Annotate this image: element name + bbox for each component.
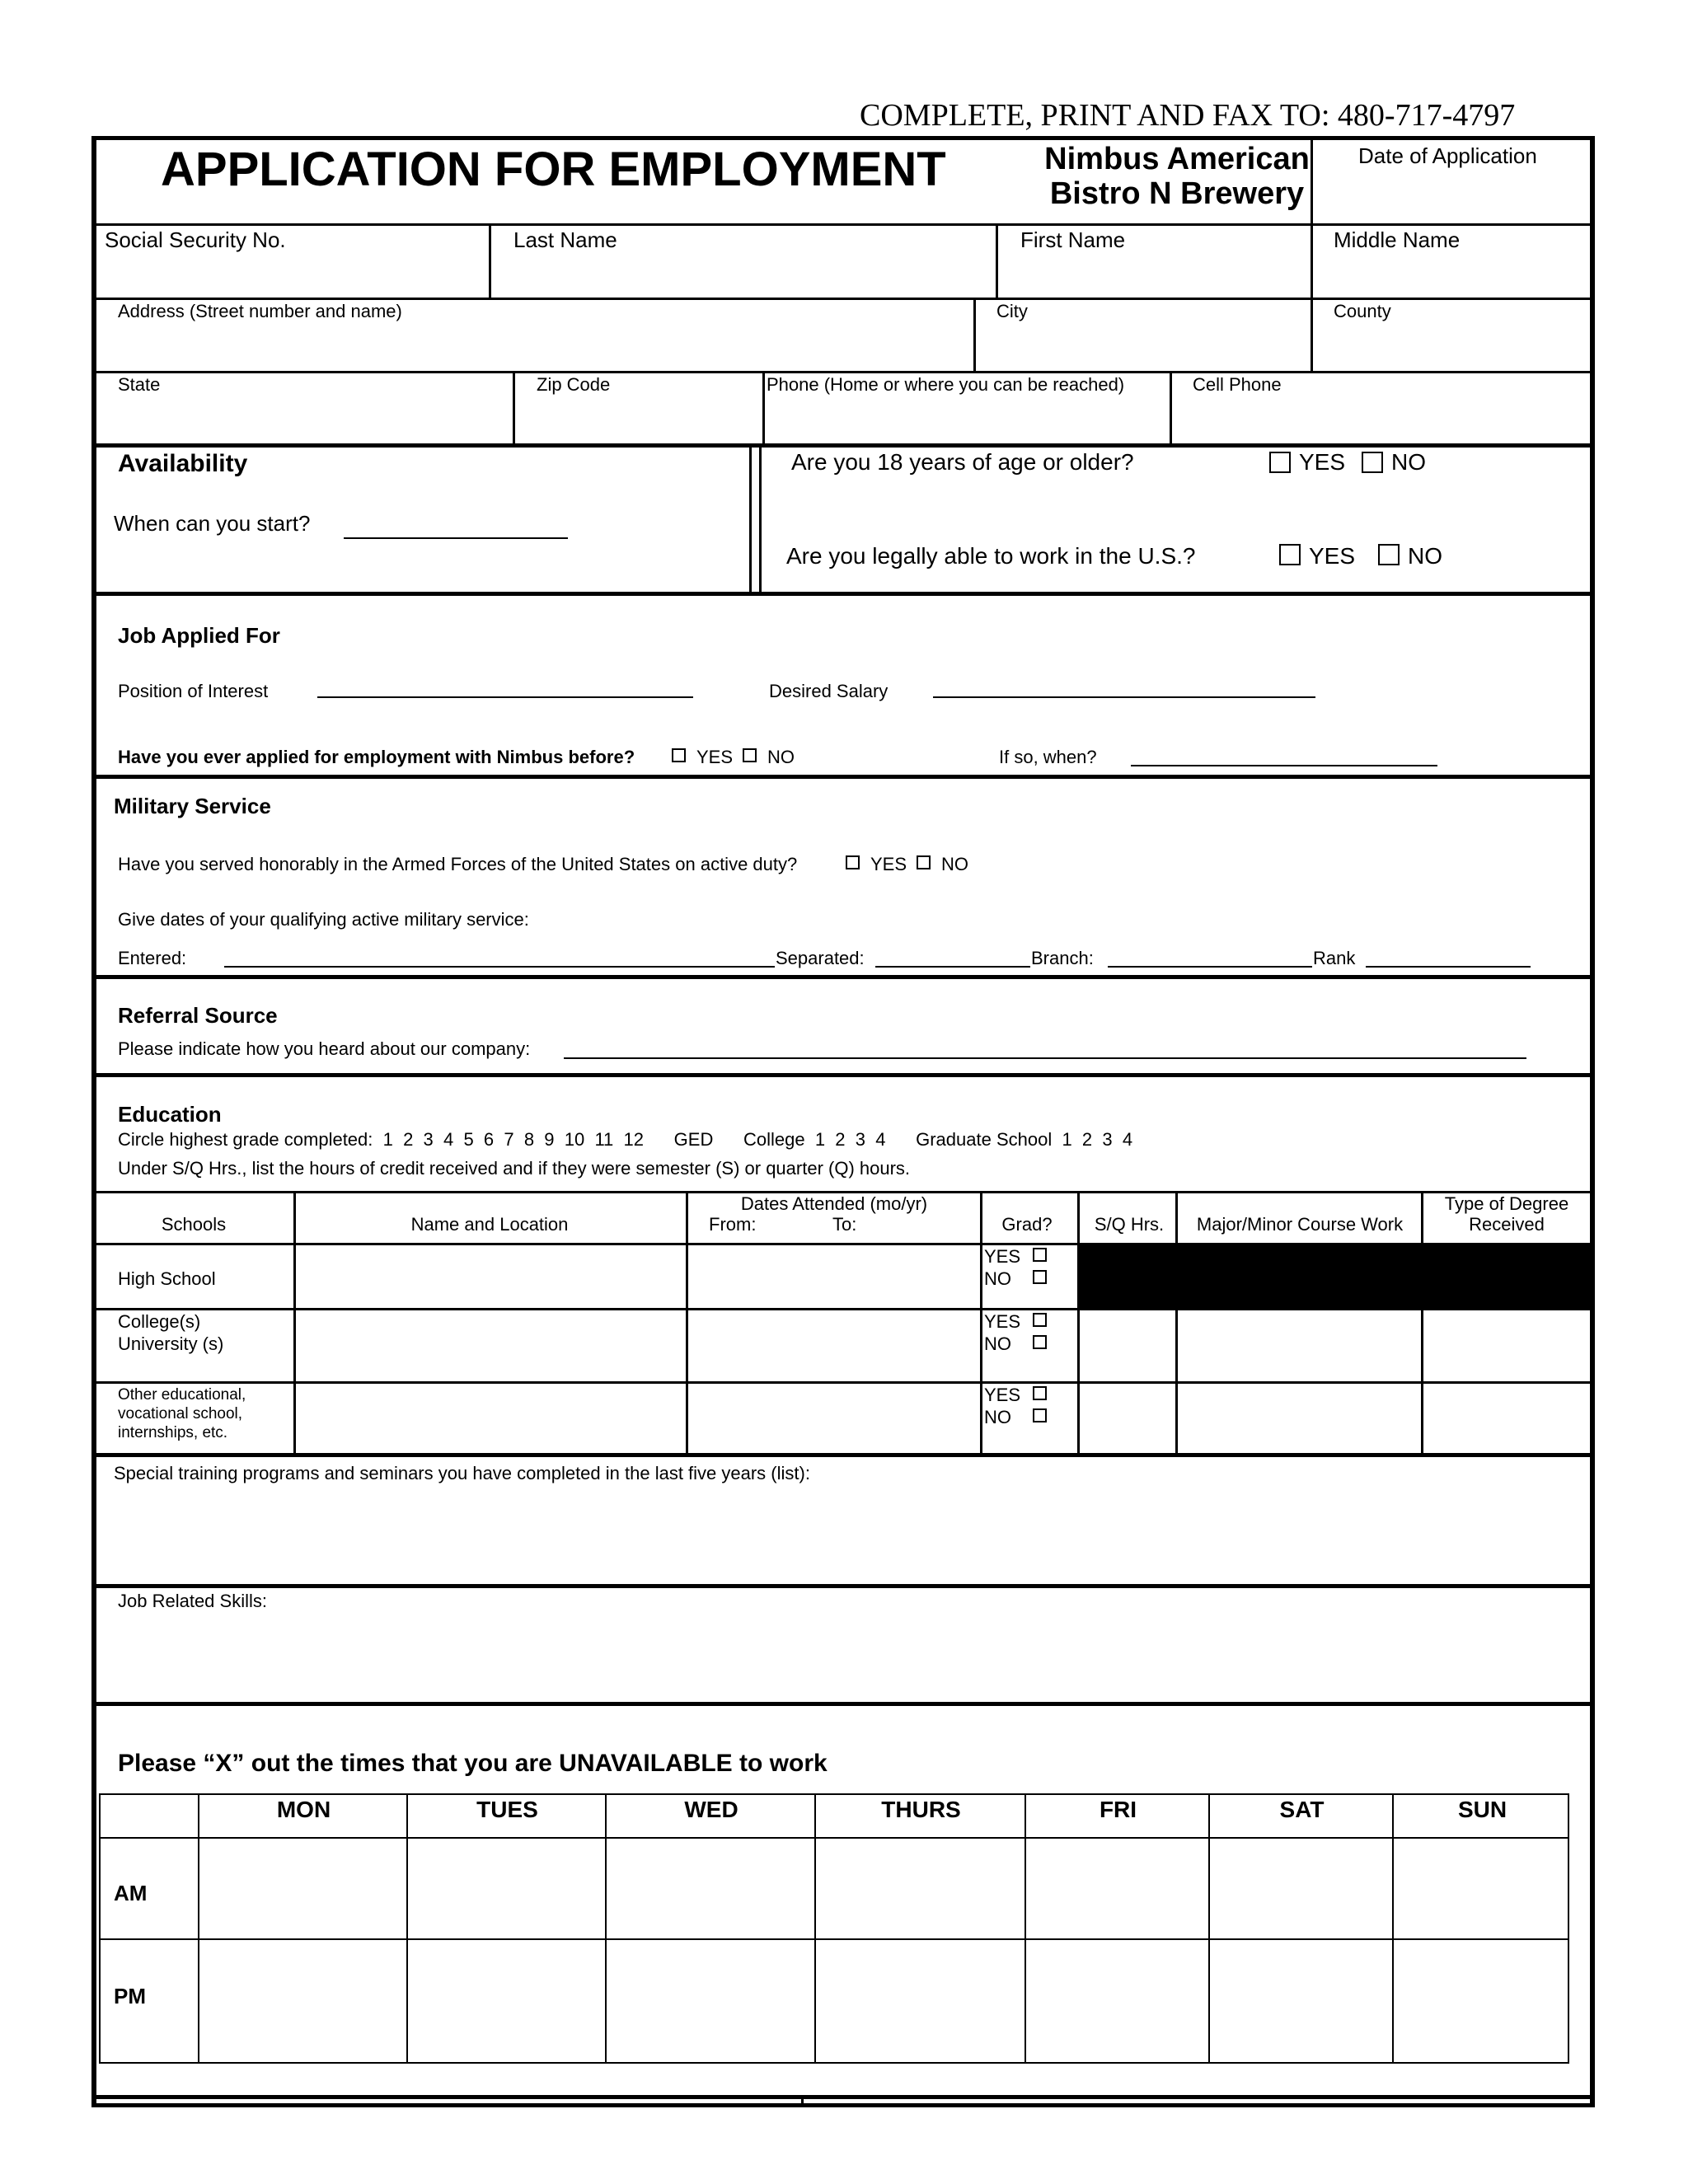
education-heading: Education bbox=[118, 1102, 222, 1127]
college-grad-yes-label: YES bbox=[984, 1311, 1021, 1332]
frame-top bbox=[91, 136, 1595, 140]
position-label: Position of Interest bbox=[118, 681, 269, 701]
referral-prompt: Please indicate how you heard about our company: bbox=[118, 1038, 531, 1059]
date-of-application-label[interactable]: Date of Application bbox=[1358, 143, 1537, 168]
city-label[interactable]: City bbox=[996, 301, 1028, 321]
start-date-field[interactable] bbox=[344, 537, 568, 539]
last-name-label[interactable]: Last Name bbox=[513, 227, 617, 252]
phone-label[interactable]: Phone (Home or where you can be reached) bbox=[767, 374, 1125, 395]
legal-yes-checkbox[interactable] bbox=[1279, 544, 1301, 565]
age-yes-label: YES bbox=[1299, 449, 1346, 475]
slot-mon-pm[interactable] bbox=[199, 1940, 406, 2062]
slot-sat-pm[interactable] bbox=[1210, 1940, 1392, 2062]
other-grad-yes-label: YES bbox=[984, 1385, 1021, 1405]
section-divider bbox=[94, 1584, 1592, 1588]
availability-heading: Availability bbox=[118, 450, 248, 477]
divider bbox=[94, 371, 1592, 373]
college-grad-no-label: NO bbox=[984, 1333, 1011, 1354]
company-name-line1: Nimbus American bbox=[1044, 142, 1310, 176]
divider bbox=[1170, 371, 1172, 445]
divider bbox=[801, 2097, 804, 2106]
slot-wed-pm[interactable] bbox=[607, 1940, 814, 2062]
divider bbox=[749, 446, 752, 594]
if-so-field[interactable] bbox=[1131, 765, 1437, 766]
address-label[interactable]: Address (Street number and name) bbox=[118, 301, 402, 321]
shaded-cells bbox=[1077, 1243, 1590, 1310]
row-other-line1: Other educational, bbox=[118, 1386, 246, 1404]
divider bbox=[759, 446, 762, 594]
skills-label[interactable]: Job Related Skills: bbox=[118, 1591, 267, 1611]
referral-field[interactable] bbox=[564, 1057, 1526, 1059]
section-divider bbox=[94, 443, 1592, 448]
section-divider bbox=[94, 1702, 1592, 1706]
col-degree-type: Type of Degree bbox=[1444, 1193, 1569, 1214]
frame-right bbox=[1590, 136, 1595, 2107]
rank-field[interactable] bbox=[1366, 966, 1531, 968]
hs-grad-yes-label: YES bbox=[984, 1246, 1021, 1267]
age-no-checkbox[interactable] bbox=[1362, 452, 1383, 473]
divider bbox=[686, 1191, 688, 1455]
divider bbox=[980, 1191, 982, 1455]
hs-grad-yes-checkbox[interactable] bbox=[1033, 1248, 1047, 1262]
position-field[interactable] bbox=[317, 696, 693, 698]
pm-row-label: PM bbox=[114, 1984, 146, 2008]
served-no-label: NO bbox=[941, 854, 968, 874]
slot-tues-pm[interactable] bbox=[408, 1940, 605, 2062]
slot-sat-am[interactable] bbox=[1210, 1839, 1392, 1938]
row-other-line3: internships, etc. bbox=[118, 1424, 228, 1441]
sq-hours-note: Under S/Q Hrs., list the hours of credit received and if they were semester (S) or quarter (Q) hours. bbox=[118, 1158, 911, 1179]
rank-label: Rank bbox=[1313, 948, 1356, 968]
college-grad-yes-checkbox[interactable] bbox=[1033, 1313, 1047, 1327]
highest-grade-selector[interactable]: Circle highest grade completed: 1 2 3 4 5 6 7 8 9 10 11 12 GED College 1 2 3 4 Graduate School 1 2 3 4 bbox=[118, 1129, 1133, 1150]
form-title: APPLICATION FOR EMPLOYMENT bbox=[161, 143, 946, 196]
frame-bottom bbox=[91, 2103, 1595, 2107]
legal-no-label: NO bbox=[1408, 543, 1442, 569]
row-other-line2: vocational school, bbox=[118, 1405, 243, 1422]
job-heading: Job Applied For bbox=[118, 623, 280, 648]
other-grad-no-checkbox[interactable] bbox=[1033, 1408, 1047, 1422]
day-header-wed: WED bbox=[684, 1797, 738, 1822]
zip-label[interactable]: Zip Code bbox=[537, 374, 611, 395]
col-from: From: bbox=[709, 1214, 757, 1235]
col-major-minor: Major/Minor Course Work bbox=[1196, 1214, 1404, 1235]
ssn-label[interactable]: Social Security No. bbox=[105, 227, 286, 252]
applied-yes-label: YES bbox=[696, 747, 734, 767]
hs-grad-no-label: NO bbox=[984, 1268, 1011, 1289]
col-to: To: bbox=[832, 1214, 857, 1235]
branch-label: Branch: bbox=[1031, 948, 1094, 968]
day-header-sat: SAT bbox=[1279, 1797, 1325, 1822]
col-grad: Grad? bbox=[1001, 1214, 1053, 1235]
military-heading: Military Service bbox=[114, 794, 271, 818]
section-divider bbox=[94, 775, 1592, 779]
col-degree-received: Received bbox=[1469, 1214, 1545, 1235]
training-label[interactable]: Special training programs and seminars you have completed in the last five years (list): bbox=[114, 1463, 810, 1483]
state-label[interactable]: State bbox=[118, 374, 161, 395]
divider bbox=[1077, 1191, 1080, 1455]
middle-name-label[interactable]: Middle Name bbox=[1334, 227, 1461, 252]
divider bbox=[513, 371, 515, 445]
divider bbox=[94, 1381, 1592, 1384]
legal-yes-label: YES bbox=[1309, 543, 1356, 569]
slot-fri-am[interactable] bbox=[1026, 1839, 1208, 1938]
if-so-label: If so, when? bbox=[999, 747, 1097, 767]
section-divider bbox=[94, 975, 1592, 979]
legal-no-checkbox[interactable] bbox=[1378, 544, 1400, 565]
served-yes-label: YES bbox=[870, 854, 907, 874]
company-name-line2: Bistro N Brewery bbox=[1049, 176, 1305, 211]
other-grad-yes-checkbox[interactable] bbox=[1033, 1386, 1047, 1400]
day-header-sun: SUN bbox=[1457, 1797, 1507, 1822]
divider bbox=[293, 1191, 296, 1455]
divider bbox=[94, 223, 1592, 226]
day-header-mon: MON bbox=[276, 1797, 331, 1822]
divider bbox=[94, 298, 1592, 300]
applied-no-label: NO bbox=[767, 747, 795, 767]
col-schools: Schools bbox=[161, 1214, 227, 1235]
divider bbox=[762, 371, 765, 445]
divider bbox=[1421, 1191, 1423, 1455]
divider bbox=[94, 1453, 1592, 1457]
slot-wed-am[interactable] bbox=[607, 1839, 814, 1938]
divider bbox=[1311, 138, 1313, 224]
service-dates-label: Give dates of your qualifying active military service: bbox=[118, 909, 529, 930]
first-name-label[interactable]: First Name bbox=[1020, 227, 1126, 252]
divider bbox=[996, 223, 998, 298]
other-grad-no-label: NO bbox=[984, 1407, 1011, 1427]
age-question: Are you 18 years of age or older? bbox=[791, 449, 1134, 475]
col-dates-attended: Dates Attended (mo/yr) bbox=[740, 1193, 928, 1214]
section-divider bbox=[94, 1073, 1592, 1077]
fax-instruction: COMPLETE, PRINT AND FAX TO: 480-717-4797 bbox=[860, 98, 1516, 133]
slot-fri-pm[interactable] bbox=[1026, 1940, 1208, 2062]
applied-before-question: Have you ever applied for employment with Nimbus before? bbox=[118, 747, 635, 767]
cell-phone-label[interactable]: Cell Phone bbox=[1193, 374, 1282, 395]
hs-grad-no-checkbox[interactable] bbox=[1033, 1270, 1047, 1284]
slot-sun-pm[interactable] bbox=[1394, 1940, 1569, 2062]
divider bbox=[1175, 1191, 1178, 1455]
applied-yes-checkbox[interactable] bbox=[672, 748, 686, 762]
row-high-school: High School bbox=[118, 1268, 216, 1289]
branch-field[interactable] bbox=[1108, 966, 1312, 968]
referral-heading: Referral Source bbox=[118, 1003, 278, 1028]
applied-no-checkbox[interactable] bbox=[743, 748, 757, 762]
divider bbox=[489, 223, 491, 298]
served-no-checkbox[interactable] bbox=[917, 855, 931, 869]
divider bbox=[973, 298, 976, 372]
section-divider bbox=[94, 592, 1592, 596]
slot-tues-am[interactable] bbox=[408, 1839, 605, 1938]
slot-sun-am[interactable] bbox=[1394, 1839, 1569, 1938]
row-college-line2: University (s) bbox=[118, 1333, 224, 1354]
day-header-tues: TUES bbox=[476, 1797, 538, 1822]
col-name-location: Name and Location bbox=[410, 1214, 569, 1235]
slot-thurs-pm[interactable] bbox=[816, 1940, 1025, 2062]
day-header-thurs: THURS bbox=[881, 1797, 961, 1822]
served-yes-checkbox[interactable] bbox=[846, 855, 860, 869]
salary-field[interactable] bbox=[933, 696, 1315, 698]
age-yes-checkbox[interactable] bbox=[1269, 452, 1291, 473]
schedule-heading: Please “X” out the times that you are UNAVAILABLE to work bbox=[118, 1750, 828, 1777]
county-label[interactable]: County bbox=[1334, 301, 1391, 321]
col-sq-hours: S/Q Hrs. bbox=[1094, 1214, 1165, 1235]
availability-grid bbox=[99, 1793, 1569, 2064]
day-header-fri: FRI bbox=[1099, 1797, 1137, 1822]
work-eligibility-question: Are you legally able to work in the U.S.? bbox=[786, 543, 1196, 569]
age-no-label: NO bbox=[1391, 449, 1426, 475]
am-row-label: AM bbox=[114, 1881, 148, 1905]
slot-mon-am[interactable] bbox=[199, 1839, 406, 1938]
frame-left bbox=[91, 136, 96, 2107]
separated-field[interactable] bbox=[875, 966, 1030, 968]
separated-label: Separated: bbox=[776, 948, 865, 968]
served-question: Have you served honorably in the Armed Forces of the United States on active duty? bbox=[118, 854, 798, 874]
salary-label: Desired Salary bbox=[769, 681, 889, 701]
row-college-line1: College(s) bbox=[118, 1311, 201, 1332]
start-date-label: When can you start? bbox=[114, 511, 311, 536]
college-grad-no-checkbox[interactable] bbox=[1033, 1335, 1047, 1349]
slot-thurs-am[interactable] bbox=[816, 1839, 1025, 1938]
entered-field[interactable] bbox=[224, 966, 775, 968]
footer-divider bbox=[94, 2095, 1592, 2099]
entered-label: Entered: bbox=[118, 948, 187, 968]
